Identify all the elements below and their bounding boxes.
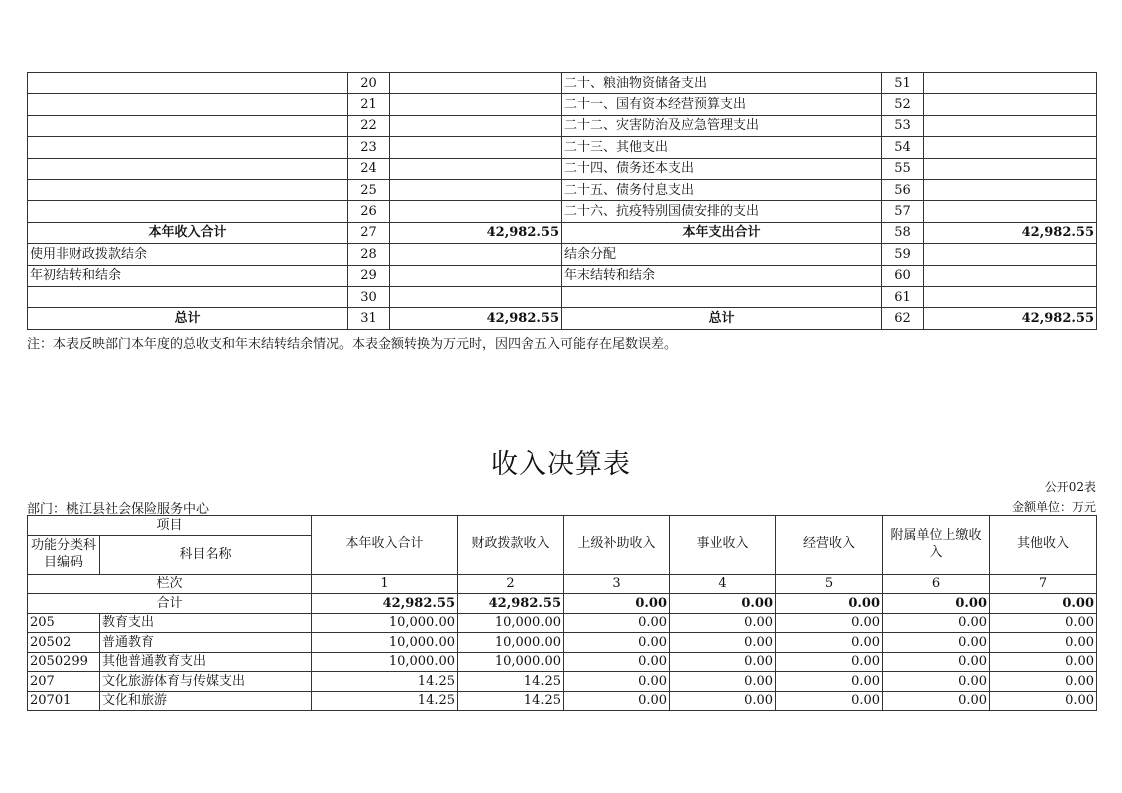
income-row-number: 31	[348, 308, 390, 329]
income-item: 使用非财政拨款结余	[28, 244, 348, 265]
expense-row-number: 57	[882, 201, 924, 222]
income-value: 0.00	[564, 633, 670, 653]
expense-amount	[924, 115, 1097, 136]
income-amount	[390, 158, 562, 179]
page-title: 收入决算表	[491, 449, 631, 480]
income-row-number: 29	[348, 265, 390, 286]
income-value: 0.00	[990, 672, 1097, 692]
table-note: 注：本表反映部门本年度的总收支和年末结转结余情况。本表金额转换为万元时，因四舍五入可能存在尾数误差。	[27, 337, 678, 352]
income-value: 10,000.00	[458, 633, 564, 653]
income-row-number: 26	[348, 201, 390, 222]
income-amount	[390, 244, 562, 265]
income-row-number: 27	[348, 222, 390, 243]
income-item: 总计	[28, 308, 348, 329]
expense-amount	[924, 94, 1097, 115]
income-value: 0.00	[776, 672, 883, 692]
total-value: 0.00	[564, 594, 670, 614]
expense-row-number: 52	[882, 94, 924, 115]
expense-row-number: 54	[882, 137, 924, 158]
table-row	[28, 244, 1097, 265]
income-value: 14.25	[312, 672, 458, 692]
income-amount	[390, 137, 562, 158]
income-value: 0.00	[564, 691, 670, 711]
subject-name: 教育支出	[100, 613, 312, 633]
expense-row-number: 53	[882, 115, 924, 136]
income-row-number: 30	[348, 286, 390, 307]
income-value: 0.00	[883, 691, 990, 711]
table-row	[28, 158, 1097, 179]
header-name: 科目名称	[100, 535, 312, 574]
expense-item: 二十四、债务还本支出	[562, 158, 882, 179]
income-value: 0.00	[990, 613, 1097, 633]
income-table	[27, 515, 1097, 711]
income-row-number: 23	[348, 137, 390, 158]
expense-row-number: 60	[882, 265, 924, 286]
total-label: 合计	[28, 594, 312, 614]
expense-amount	[924, 201, 1097, 222]
income-value: 0.00	[776, 633, 883, 653]
total-value: 0.00	[670, 594, 776, 614]
table-row	[28, 672, 1097, 692]
expense-amount	[924, 73, 1097, 94]
expense-amount: 42,982.55	[924, 222, 1097, 243]
subject-name: 其他普通教育支出	[100, 652, 312, 672]
income-item	[28, 201, 348, 222]
income-item	[28, 73, 348, 94]
col-index-4: 4	[670, 574, 776, 594]
expense-item: 本年支出合计	[562, 222, 882, 243]
expense-item: 二十五、债务付息支出	[562, 179, 882, 200]
table-row	[28, 137, 1097, 158]
income-value: 0.00	[776, 691, 883, 711]
expense-item: 二十一、国有资本经营预算支出	[562, 94, 882, 115]
expense-amount	[924, 286, 1097, 307]
table-row	[28, 308, 1097, 329]
income-value: 0.00	[883, 633, 990, 653]
expense-item: 二十、粮油物资储备支出	[562, 73, 882, 94]
table-row	[28, 286, 1097, 307]
header-col-5: 经营收入	[776, 516, 883, 575]
total-value: 42,982.55	[458, 594, 564, 614]
header-code: 功能分类科目编码	[28, 535, 100, 574]
income-amount	[390, 73, 562, 94]
table-row	[28, 179, 1097, 200]
expense-item: 二十六、抗疫特别国债安排的支出	[562, 201, 882, 222]
income-item: 本年收入合计	[28, 222, 348, 243]
header-col-3: 上级补助收入	[564, 516, 670, 575]
subject-code: 205	[28, 613, 100, 633]
income-value: 10,000.00	[458, 613, 564, 633]
income-value: 14.25	[458, 672, 564, 692]
expense-amount	[924, 137, 1097, 158]
table-row	[28, 613, 1097, 633]
total-value: 42,982.55	[312, 594, 458, 614]
table-row	[28, 633, 1097, 653]
income-value: 0.00	[670, 691, 776, 711]
income-value: 0.00	[990, 652, 1097, 672]
income-value: 0.00	[670, 652, 776, 672]
subject-code: 2050299	[28, 652, 100, 672]
expense-amount	[924, 179, 1097, 200]
income-amount	[390, 265, 562, 286]
table-row	[28, 222, 1097, 243]
income-amount	[390, 286, 562, 307]
income-value: 10,000.00	[312, 613, 458, 633]
income-value: 0.00	[670, 633, 776, 653]
income-value: 0.00	[776, 652, 883, 672]
income-item	[28, 115, 348, 136]
income-amount	[390, 179, 562, 200]
income-table-body	[28, 594, 1097, 711]
col-index-label: 栏次	[28, 574, 312, 594]
income-amount	[390, 94, 562, 115]
expense-row-number: 51	[882, 73, 924, 94]
total-value: 0.00	[990, 594, 1097, 614]
income-value: 0.00	[883, 672, 990, 692]
expense-row-number: 59	[882, 244, 924, 265]
subject-code: 20701	[28, 691, 100, 711]
income-value: 14.25	[312, 691, 458, 711]
table-row	[28, 265, 1097, 286]
table-row	[28, 115, 1097, 136]
expense-item: 年末结转和结余	[562, 265, 882, 286]
subject-name: 文化旅游体育与传媒支出	[100, 672, 312, 692]
income-item	[28, 94, 348, 115]
income-item	[28, 137, 348, 158]
income-item	[28, 158, 348, 179]
income-row-number: 24	[348, 158, 390, 179]
expense-item: 二十三、其他支出	[562, 137, 882, 158]
col-index-3: 3	[564, 574, 670, 594]
income-value: 0.00	[670, 613, 776, 633]
expense-row-number: 56	[882, 179, 924, 200]
col-index-7: 7	[990, 574, 1097, 594]
expense-item: 结余分配	[562, 244, 882, 265]
income-value: 0.00	[564, 652, 670, 672]
header-col-2: 财政拨款收入	[458, 516, 564, 575]
income-value: 10,000.00	[312, 652, 458, 672]
col-index-2: 2	[458, 574, 564, 594]
subject-name: 普通教育	[100, 633, 312, 653]
expense-row-number: 62	[882, 308, 924, 329]
header-col-7: 其他收入	[990, 516, 1097, 575]
income-row-number: 28	[348, 244, 390, 265]
income-value: 0.00	[564, 613, 670, 633]
header-col-1: 本年收入合计	[312, 516, 458, 575]
unit-label: 金额单位：万元	[1011, 500, 1096, 514]
expense-item: 总计	[562, 308, 882, 329]
income-row-number: 21	[348, 94, 390, 115]
expense-row-number: 61	[882, 286, 924, 307]
income-item: 年初结转和结余	[28, 265, 348, 286]
summary-table-body	[28, 73, 1097, 330]
income-value: 14.25	[458, 691, 564, 711]
total-row	[28, 594, 1097, 614]
table-row	[28, 691, 1097, 711]
expense-amount	[924, 244, 1097, 265]
expense-row-number: 58	[882, 222, 924, 243]
expense-row-number: 55	[882, 158, 924, 179]
income-value: 10,000.00	[458, 652, 564, 672]
expense-item	[562, 286, 882, 307]
income-value: 0.00	[990, 633, 1097, 653]
header-col-6: 附属单位上缴收入	[883, 516, 990, 575]
header-col-4: 事业收入	[670, 516, 776, 575]
table-row	[28, 201, 1097, 222]
subject-name: 文化和旅游	[100, 691, 312, 711]
expense-item: 二十二、灾害防治及应急管理支出	[562, 115, 882, 136]
income-value: 10,000.00	[312, 633, 458, 653]
income-item	[28, 286, 348, 307]
table-row	[28, 652, 1097, 672]
subject-code: 20502	[28, 633, 100, 653]
expense-amount	[924, 265, 1097, 286]
form-code: 公开02表	[1044, 480, 1096, 494]
income-item	[28, 179, 348, 200]
income-amount: 42,982.55	[390, 308, 562, 329]
income-row-number: 22	[348, 115, 390, 136]
income-value: 0.00	[670, 672, 776, 692]
subject-code: 207	[28, 672, 100, 692]
col-index-5: 5	[776, 574, 883, 594]
income-row-number: 20	[348, 73, 390, 94]
income-row-number: 25	[348, 179, 390, 200]
income-value: 0.00	[776, 613, 883, 633]
total-value: 0.00	[776, 594, 883, 614]
income-value: 0.00	[990, 691, 1097, 711]
table-row	[28, 94, 1097, 115]
income-table-header	[28, 516, 1097, 594]
summary-table	[27, 72, 1097, 330]
income-amount	[390, 115, 562, 136]
income-value: 0.00	[564, 672, 670, 692]
total-value: 0.00	[883, 594, 990, 614]
department-label: 部门：桃江县社会保险服务中心	[27, 502, 210, 517]
expense-amount	[924, 158, 1097, 179]
income-amount	[390, 201, 562, 222]
income-amount: 42,982.55	[390, 222, 562, 243]
table-row	[28, 73, 1097, 94]
income-value: 0.00	[883, 652, 990, 672]
col-index-6: 6	[883, 574, 990, 594]
header-item: 项目	[28, 516, 312, 536]
col-index-1: 1	[312, 574, 458, 594]
expense-amount: 42,982.55	[924, 308, 1097, 329]
income-value: 0.00	[883, 613, 990, 633]
